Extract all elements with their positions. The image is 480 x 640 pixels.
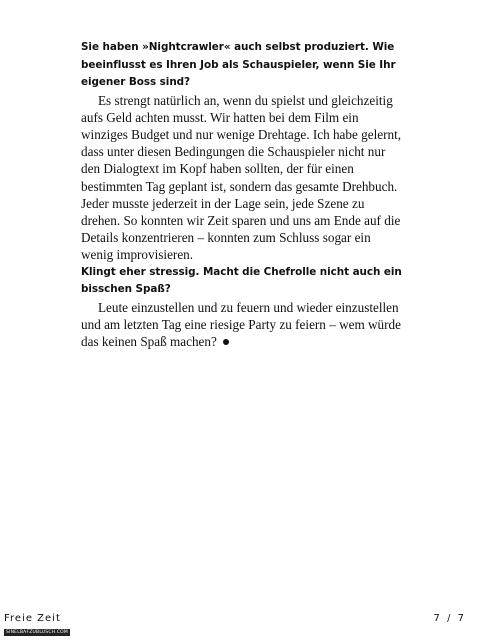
page-indicator: 7 / 7 <box>433 613 466 624</box>
article-body <box>81 39 405 350</box>
interview-answer-2-text: Leute einzustellen und zu feuern und wieder einzustellen und am letzten Tag eine riesige Party zu feiern – wem würde das keinen Spaß machen? <box>81 299 401 349</box>
interview-answer-1: Es strengt natürlich an, wenn du spielst und gleichzeitig aufs Geld achten musst. Wir hatten bei dem Film ein winziges Budget und nur wenige Drehtage. Ich habe gelernt, dass unter diesen Bedingungen die Schauspieler nicht nur den Dialogtext im Kopf haben sollten, der für einen bestimmten Tag geplant ist, sondern das gesamte Drehbuch. Jeder musste jederzeit in der Lage sein, jede Szene zu drehen. So konnten wir Zeit sparen und uns am Ende auf die Details konzentrieren – konnten zum Schluss sogar ein wenig improvisieren. <box>81 92 402 263</box>
section-label: Freie Zeit <box>4 613 61 624</box>
source-url-stamp: SINELBAFZUBLUSCH.COM <box>6 630 68 635</box>
interview-question-1: Sie haben »Nightcrawler« auch selbst produziert. Wie beeinflusst es Ihren Job als Schauspieler, wenn Sie Ihr eigener Boss sind? <box>81 41 396 88</box>
end-of-article-mark <box>223 339 229 345</box>
interview-question-2: Klingt eher stressig. Macht die Chefrolle nicht auch ein bisschen Spaß? <box>81 265 402 296</box>
interview-answer-2 <box>81 299 405 351</box>
